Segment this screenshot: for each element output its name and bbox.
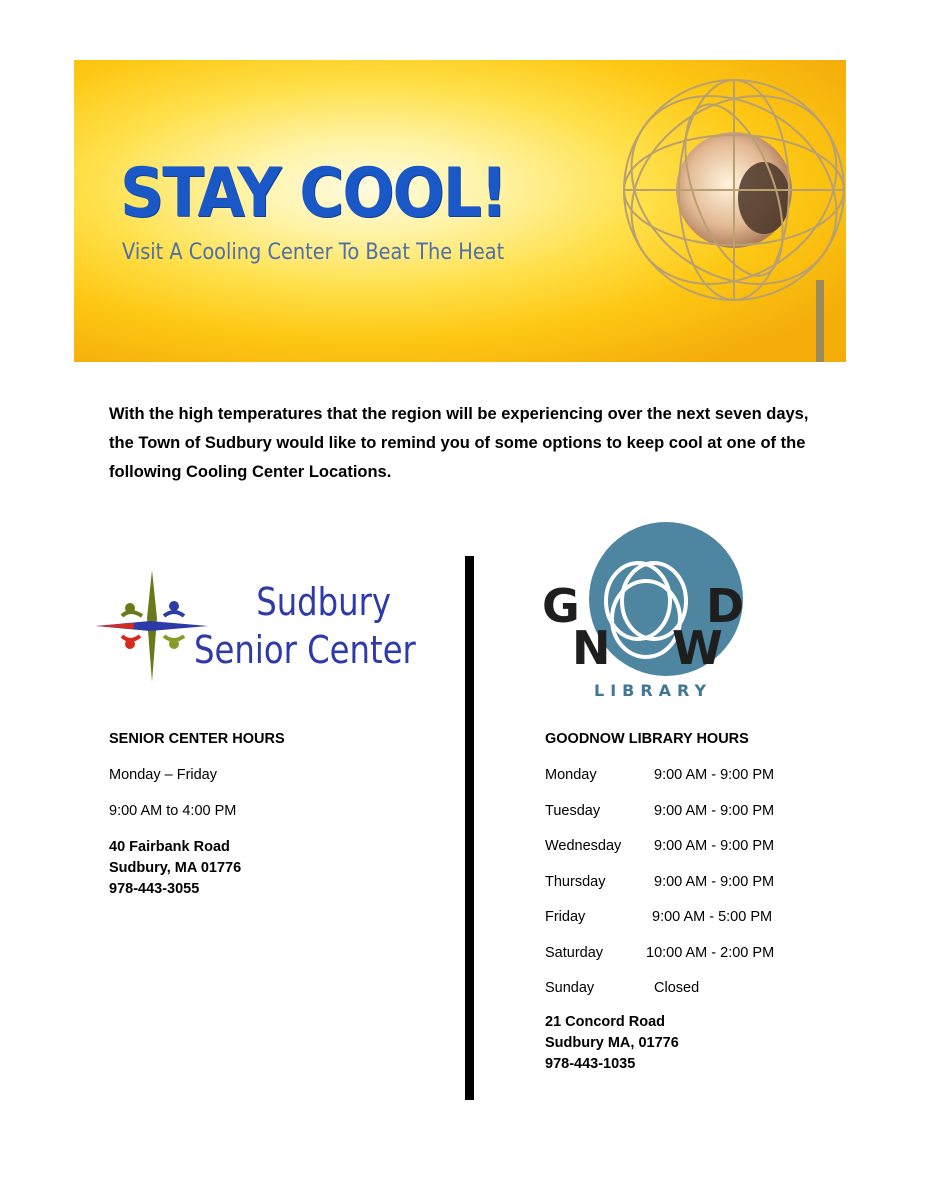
schedule-day: Wednesday [545, 838, 622, 854]
schedule-hours: 9:00 AM - 9:00 PM [654, 767, 775, 783]
schedule-row-monday [545, 767, 875, 803]
library-letter-d: D [706, 579, 745, 633]
senior-address-line1: 40 Fairbank Road [109, 839, 230, 855]
schedule-row-tuesday [545, 803, 875, 839]
schedule-row-wednesday [545, 838, 875, 874]
library-address-line1: 21 Concord Road [545, 1013, 666, 1030]
schedule-hours: 9:00 AM - 5:00 PM [652, 909, 773, 925]
schedule-hours: 9:00 AM - 9:00 PM [654, 838, 775, 854]
schedule-day: Saturday [545, 944, 604, 961]
senior-center-name [194, 578, 416, 674]
banner-title: STAY COOL! [120, 154, 507, 233]
schedule-day: Friday [545, 909, 586, 925]
library-letter-g: G [542, 579, 580, 633]
schedule-row-saturday [545, 945, 875, 981]
intro-paragraph: With the high temperatures that the region will be experiencing over the next seven days, the Town of Sudbury would like to remind you of some options to keep cool at one of the following Cooling Center Locations. [109, 405, 809, 481]
senior-address-line2: Sudbury, MA 01776 [109, 860, 242, 876]
library-address [545, 1012, 875, 1075]
banner-subtitle: Visit A Cooling Center To Beat The Heat [122, 240, 505, 265]
schedule-day: Sunday [545, 980, 595, 996]
senior-address [109, 837, 439, 900]
library-hours-title: GOODNOW LIBRARY HOURS [545, 731, 749, 747]
senior-logo-line1: Sudbury [256, 580, 392, 624]
library-address-line2: Sudbury MA, 01776 [545, 1034, 679, 1051]
library-schedule [545, 767, 875, 1016]
senior-days: Monday – Friday [109, 767, 217, 783]
schedule-hours: Closed [654, 980, 700, 996]
goodnow-library-logo [538, 519, 754, 704]
senior-hours-title: SENIOR CENTER HOURS [109, 731, 285, 747]
senior-logo-line2: Senior Center [194, 628, 416, 672]
stay-cool-banner [74, 60, 846, 362]
schedule-day: Tuesday [545, 802, 601, 819]
schedule-hours: 9:00 AM - 9:00 PM [654, 873, 775, 890]
schedule-row-friday [545, 909, 875, 945]
column-divider [465, 556, 474, 1100]
schedule-hours: 9:00 AM - 9:00 PM [654, 802, 775, 819]
library-logo-word: LIBRARY [594, 681, 713, 700]
library-phone: 978-443-1035 [545, 1055, 636, 1072]
schedule-row-sunday [545, 980, 875, 1016]
schedule-day: Monday [545, 767, 597, 783]
senior-hours: 9:00 AM to 4:00 PM [109, 803, 237, 819]
schedule-hours: 10:00 AM - 2:00 PM [646, 944, 775, 961]
library-info [545, 731, 875, 1075]
schedule-day: Thursday [545, 873, 606, 890]
senior-phone: 978-443-3055 [109, 881, 200, 897]
schedule-row-thursday [545, 874, 875, 910]
fan-illustration [594, 60, 846, 362]
library-letter-w: W [672, 621, 723, 675]
library-letter-n: N [572, 621, 611, 675]
senior-center-info [109, 731, 439, 900]
senior-center-logo [94, 564, 424, 688]
